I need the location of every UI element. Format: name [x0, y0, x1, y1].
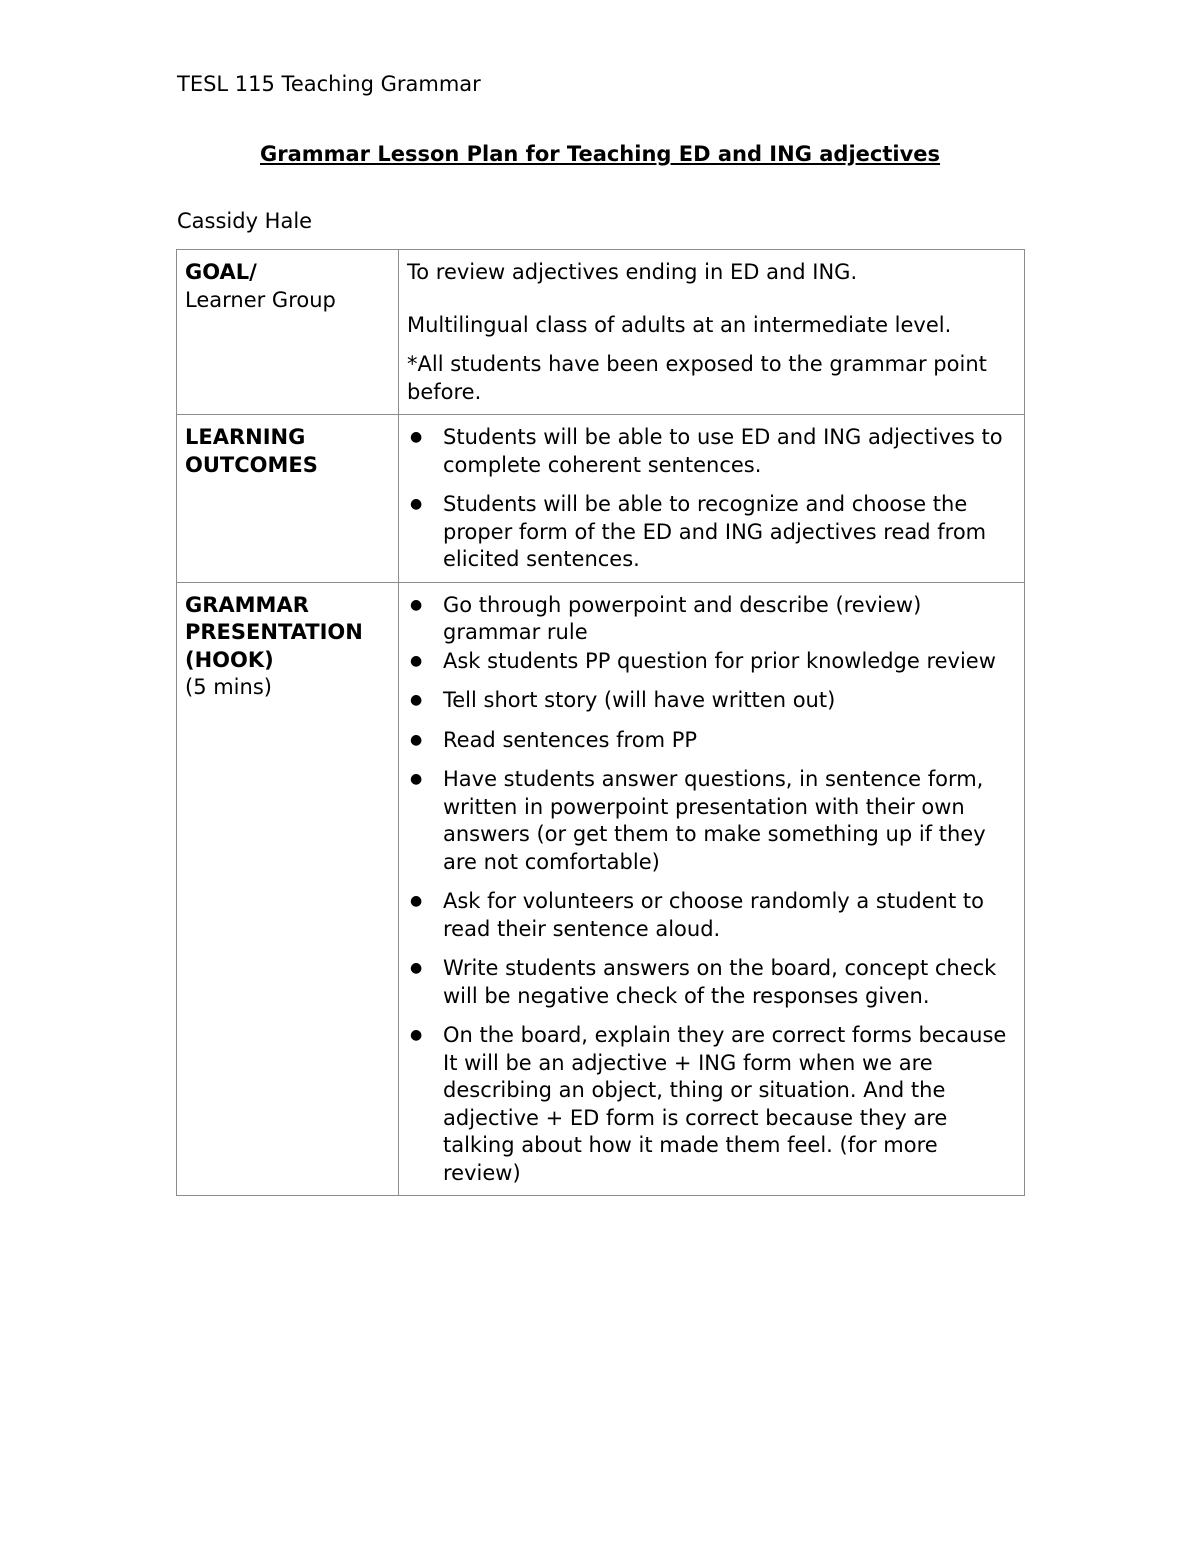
paragraph: To review adjectives ending in ED and ING. [407, 260, 858, 284]
document-title: Grammar Lesson Plan for Teaching ED and ING adjectives [259, 142, 941, 166]
bullet-icon: ● [410, 429, 423, 445]
bullet-icon: ● [410, 960, 423, 976]
row-content-cell [399, 250, 1025, 415]
list-item-text: Students will be able to recognize and choose the proper form of the ED and ING adjectives read from elicited sentences. [443, 492, 987, 571]
list-item [407, 1022, 1016, 1187]
lesson-plan-table [176, 249, 1025, 1196]
row-label-cell [177, 415, 399, 583]
bullet-icon: ● [410, 893, 423, 909]
bullet-icon: ● [410, 596, 423, 613]
list-item [407, 955, 1016, 1010]
row-content-cell [399, 582, 1025, 1196]
course-header: TESL 115 Teaching Grammar [177, 72, 481, 96]
row-label-bold: GOAL/ [185, 260, 257, 284]
list-item [407, 727, 1016, 755]
list-item [407, 648, 1016, 676]
list-item [407, 424, 1016, 479]
bullet-list [407, 424, 1016, 574]
list-item-text: Tell short story (will have written out) [443, 688, 836, 712]
list-item-text: Go through powerpoint and describe (review) grammar rule [443, 592, 922, 644]
paragraph: *All students have been exposed to the grammar point before. [407, 352, 987, 404]
table-row [177, 415, 1025, 583]
bullet-icon: ● [410, 496, 423, 512]
bullet-list [407, 592, 1016, 1188]
table-row [177, 250, 1025, 415]
list-item-text: Have students answer questions, in sentence form, written in powerpoint presentation with their own answers (or get them to make something up if they are not comfortable) [443, 767, 986, 874]
row-content-cell [399, 415, 1025, 583]
row-label-bold: GRAMMAR PRESENTATION (HOOK) [185, 592, 363, 672]
paragraph: Multilingual class of adults at an intermediate level. [407, 312, 952, 337]
row-label-bold: LEARNING OUTCOMES [185, 425, 318, 477]
row-label-plain: (5 mins) [185, 675, 272, 699]
list-item-text: Write students answers on the board, concept check will be negative check of the responses given. [443, 956, 997, 1008]
bullet-icon: ● [410, 652, 423, 669]
row-label-cell [177, 250, 399, 415]
list-item [407, 888, 1016, 943]
list-item-text: Students will be able to use ED and ING adjectives to complete coherent sentences. [443, 425, 1003, 477]
author-name: Cassidy Hale [177, 209, 313, 233]
list-item-text: Ask for volunteers or choose randomly a student to read their sentence aloud. [443, 889, 984, 941]
list-item [407, 491, 1016, 574]
row-label-plain: Learner Group [185, 287, 336, 312]
bullet-icon: ● [410, 692, 423, 708]
list-item [407, 592, 1016, 647]
list-item-text: Ask students PP question for prior knowledge review [443, 648, 996, 673]
list-item-text: On the board, explain they are correct forms because It will be an adjective + ING form when we are describing an object, thing or situation. And the adjective + ED form is correct because they are talking about how it made them feel. (for more review) [443, 1023, 1007, 1185]
list-item-text: Read sentences from PP [443, 727, 698, 752]
row-label-cell [177, 582, 399, 1196]
list-item [407, 687, 1016, 715]
table-row [177, 582, 1025, 1196]
bullet-icon: ● [410, 731, 423, 748]
bullet-icon: ● [410, 771, 423, 787]
bullet-icon: ● [410, 1027, 423, 1043]
list-item [407, 766, 1016, 876]
